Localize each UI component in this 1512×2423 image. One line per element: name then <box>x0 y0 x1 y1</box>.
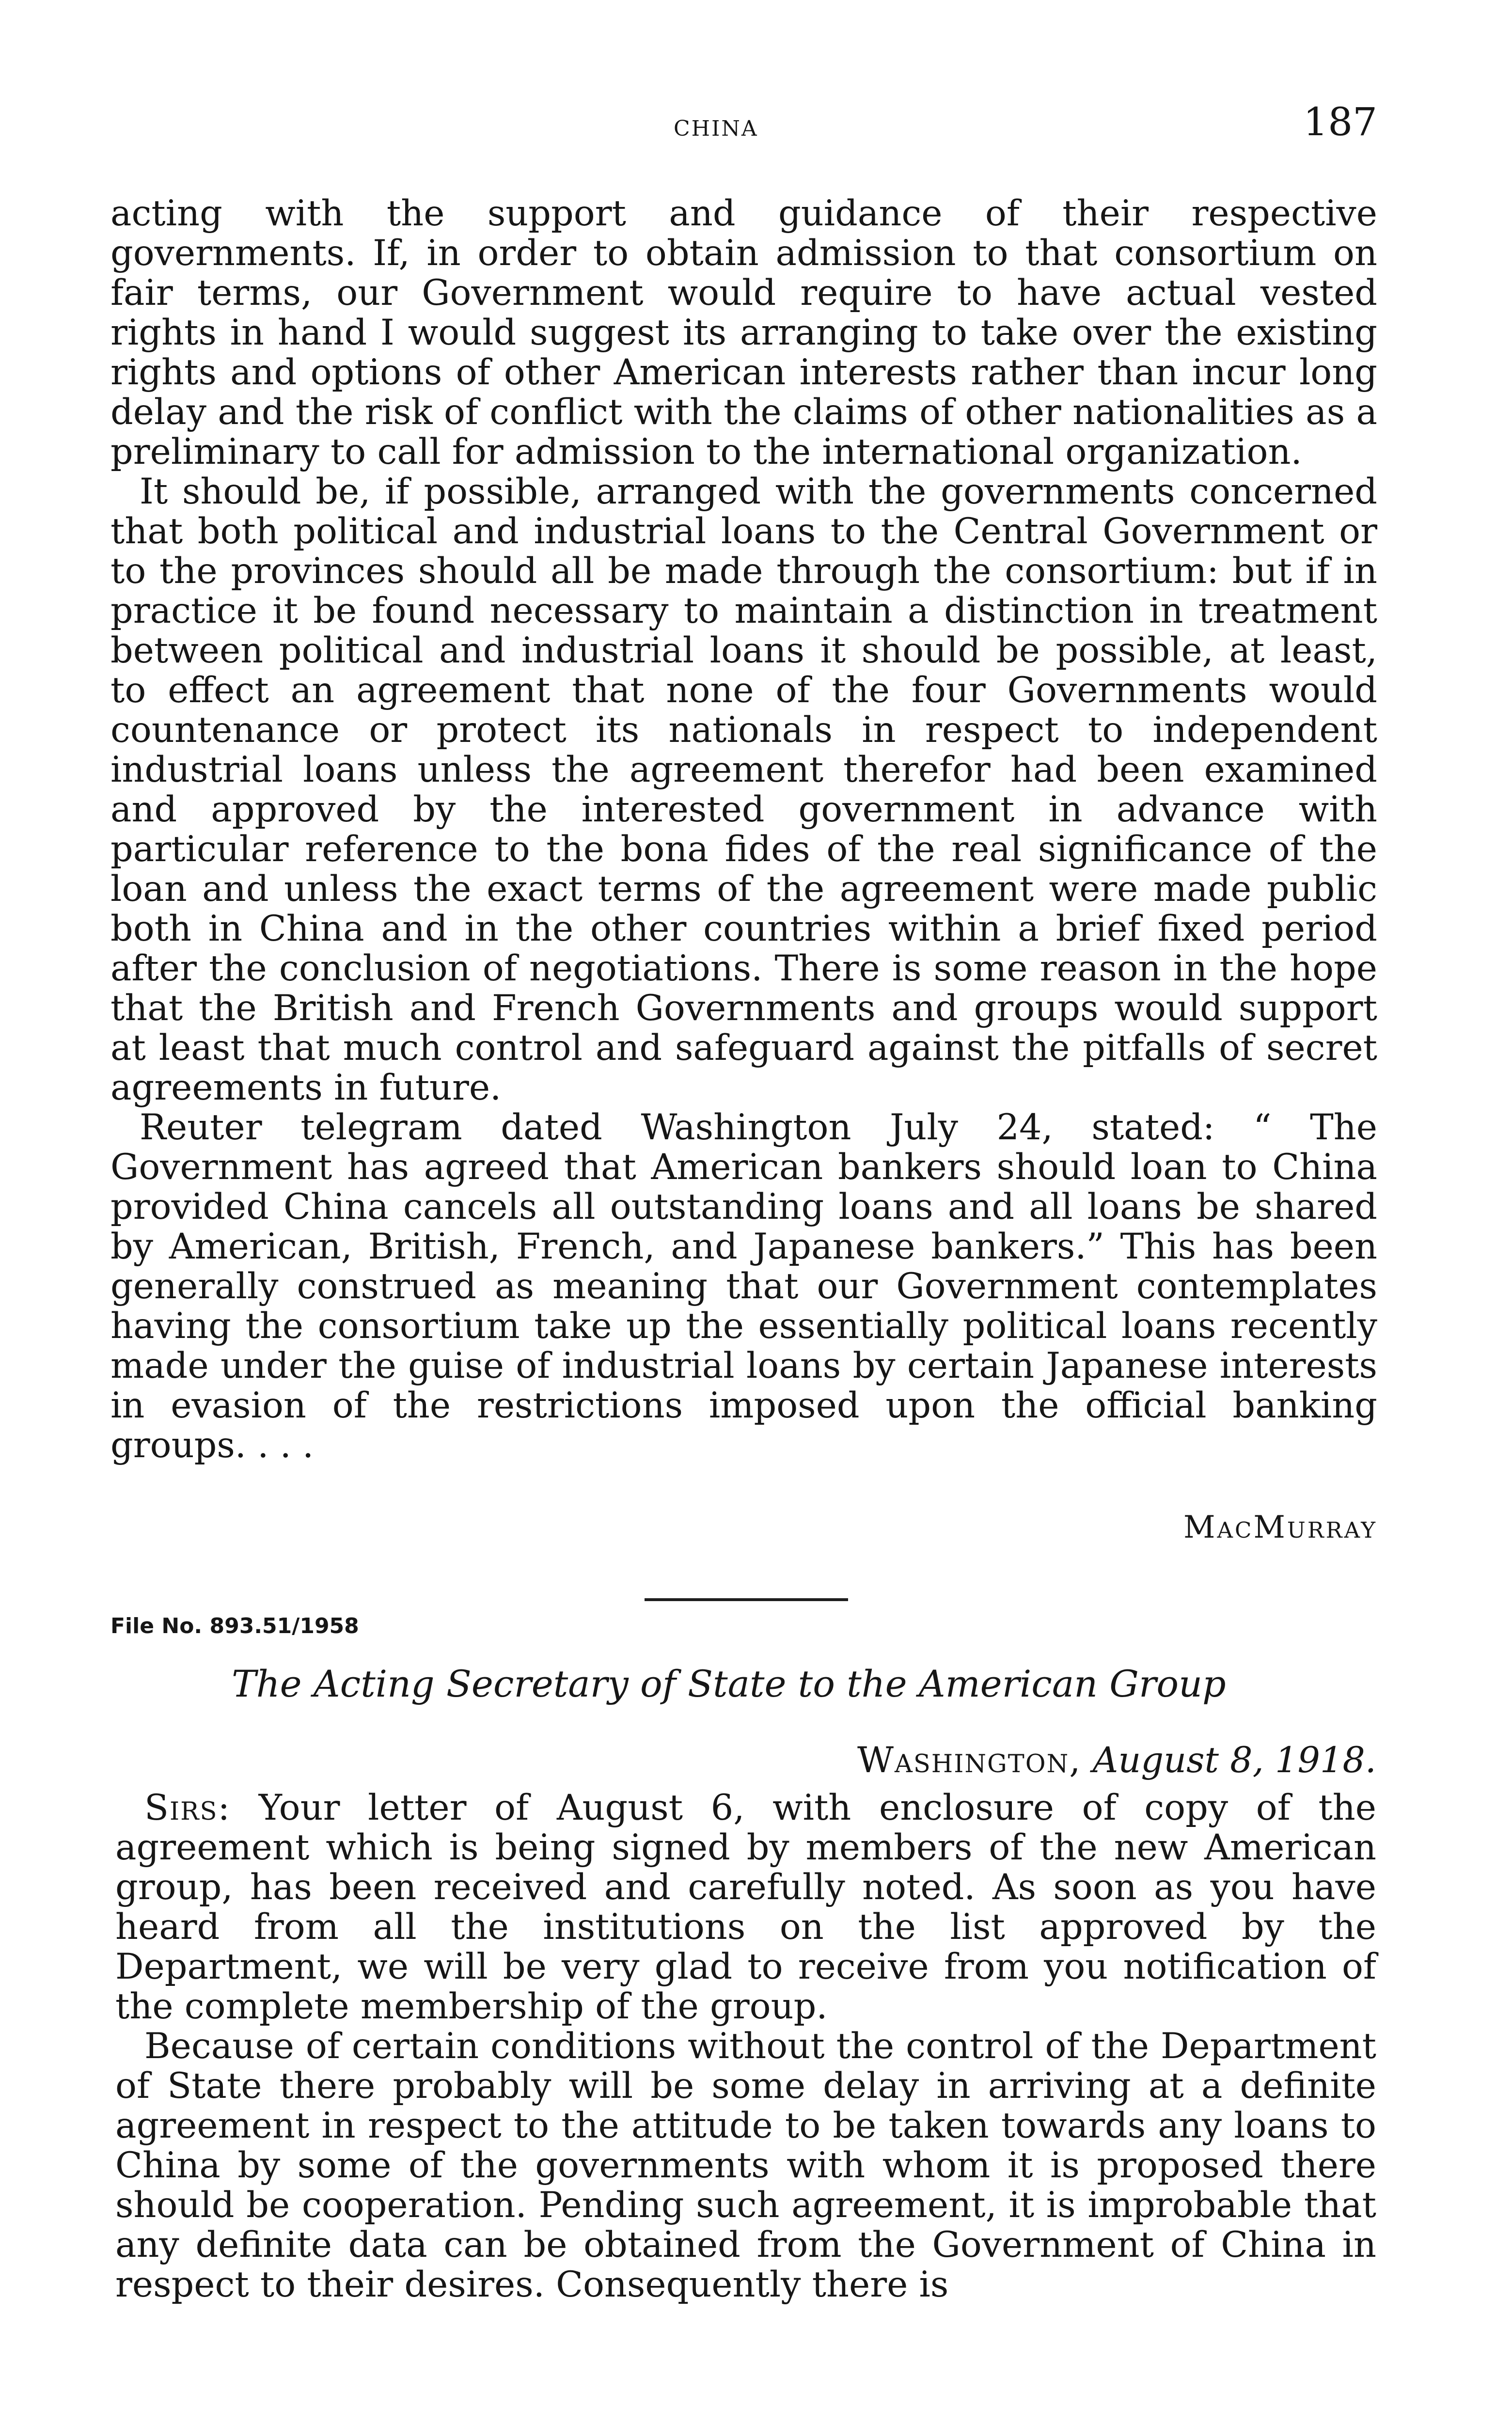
page-number: 187 <box>1303 99 1377 144</box>
letter-body <box>115 1788 1376 2305</box>
dateline-place: Washington, <box>857 1740 1082 1781</box>
salutation: Sirs: <box>144 1787 231 1828</box>
section-divider <box>645 1598 848 1601</box>
file-number: File No. 893.51/1958 <box>110 1614 359 1638</box>
paragraph: It should be, if possible, arranged with the governments concerned that both political and industrial loans to the Central Government or to the provinces should all be made through the consortium: but if in practice it be found necessary to maintain a distinction in treatment between political and industrial loans it should be possible, at least, to effect an agreement that none of the four Governments would countenance or protect its nationals in respect to independent industrial loans unless the agreement therefor had been examined and approved by the interested government in advance with particular reference to the bona fides of the real significance of the loan and unless the exact terms of the agreement were made public both in China and in the other countries within a brief fixed period after the conclusion of negotiations. There is some reason in the hope that the British and French Governments and groups would support at least that much control and safeguard against the pitfalls of secret agreements in future. <box>110 471 1377 1108</box>
dateline <box>857 1740 1376 1781</box>
paragraph: Because of certain conditions without the control of the Department of State there probably will be some delay in arriving at a definite agreement in respect to the attitude to be taken towards any loans to China by some of the governments with whom it is proposed there should be cooperation. Pending such agreement, it is improbable that any definite data can be obtained from the Government of China in respect to their desires. Consequently there is <box>115 2026 1376 2305</box>
paragraph: Reuter telegram dated Washington July 24, stated: “ The Government has agreed that American bankers should loan to China provided China cancels all outstanding loans and all loans be shared by American, British, French, and Japanese bankers.” This has been generally construed as meaning that our Government contemplates having the consortium take up the essentially political loans recently made under the guise of industrial loans by certain Japanese interests in evasion of the restrictions imposed upon the official banking groups. . . . <box>110 1107 1377 1466</box>
letter-continuation <box>110 194 1377 1465</box>
paragraph <box>115 1788 1376 2027</box>
document-title: The Acting Secretary of State to the American Group <box>232 1662 1226 1705</box>
paragraph-text: Your letter of August 6, with enclosure of copy of the agreement which is being signed by members of the new American group, has been received and carefully noted. As soon as you have heard from all the institutions on the list approved by the Department, we will be very glad to receive from you notification of the complete membership of the group. <box>115 1787 1376 2027</box>
running-head: CHINA <box>674 116 758 141</box>
dateline-date: August 8, 1918. <box>1092 1740 1376 1781</box>
paragraph: acting with the support and guidance of their respective governments. If, in order to obtain admission to that consortium on fair terms, our Government would require to have actual vested rights in hand I would suggest its arranging to take over the existing rights and options of other American interests rather than incur long delay and the risk of conflict with the claims of other nationalities as a preliminary to call for admission to the international organization. <box>110 193 1377 472</box>
signature: MacMurray <box>1183 1510 1377 1545</box>
